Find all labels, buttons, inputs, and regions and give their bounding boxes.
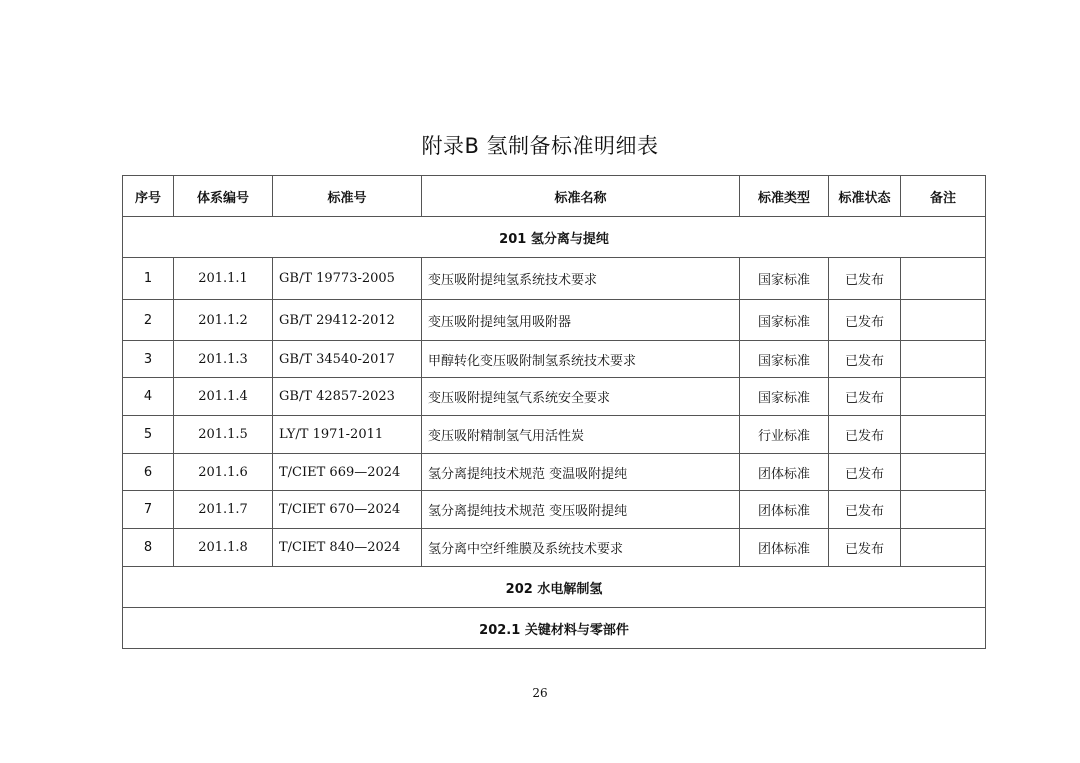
cell-seq: 5 <box>123 416 174 454</box>
standards-table <box>122 175 986 649</box>
table-row <box>123 258 986 300</box>
subsection-title: 202.1 关键材料与零部件 <box>123 608 986 649</box>
cell-code: 201.1.1 <box>174 258 273 300</box>
cell-std-no: LY/T 1971-2011 <box>273 416 422 454</box>
cell-status: 已发布 <box>829 416 901 454</box>
cell-std-no: T/CIET 670—2024 <box>273 491 422 529</box>
header-seq: 序号 <box>123 176 174 217</box>
cell-status: 已发布 <box>829 491 901 529</box>
header-name: 标准名称 <box>422 176 740 217</box>
table-row <box>123 529 986 567</box>
table-row <box>123 378 986 416</box>
cell-type: 团体标准 <box>740 454 829 491</box>
cell-std-no: GB/T 19773-2005 <box>273 258 422 300</box>
cell-type: 团体标准 <box>740 529 829 567</box>
table-row <box>123 416 986 454</box>
section-row <box>123 217 986 258</box>
cell-name: 甲醇转化变压吸附制氢系统技术要求 <box>422 341 740 378</box>
header-type: 标准类型 <box>740 176 829 217</box>
cell-status: 已发布 <box>829 258 901 300</box>
section-row <box>123 567 986 608</box>
cell-status: 已发布 <box>829 378 901 416</box>
table-row <box>123 491 986 529</box>
header-std-no: 标准号 <box>273 176 422 217</box>
cell-seq: 8 <box>123 529 174 567</box>
cell-type: 国家标准 <box>740 378 829 416</box>
cell-name: 变压吸附提纯氢系统技术要求 <box>422 258 740 300</box>
cell-name: 氢分离提纯技术规范 变温吸附提纯 <box>422 454 740 491</box>
cell-std-no: GB/T 34540-2017 <box>273 341 422 378</box>
table-row <box>123 341 986 378</box>
cell-name: 氢分离中空纤维膜及系统技术要求 <box>422 529 740 567</box>
table-header-row <box>123 176 986 217</box>
cell-note <box>901 491 986 529</box>
cell-status: 已发布 <box>829 341 901 378</box>
cell-seq: 4 <box>123 378 174 416</box>
cell-note <box>901 378 986 416</box>
cell-name: 变压吸附提纯氢气系统安全要求 <box>422 378 740 416</box>
subsection-row <box>123 608 986 649</box>
table-row <box>123 300 986 341</box>
cell-std-no: GB/T 42857-2023 <box>273 378 422 416</box>
cell-seq: 7 <box>123 491 174 529</box>
header-code: 体系编号 <box>174 176 273 217</box>
cell-code: 201.1.5 <box>174 416 273 454</box>
cell-std-no: GB/T 29412-2012 <box>273 300 422 341</box>
page-number: 26 <box>532 686 548 700</box>
cell-code: 201.1.8 <box>174 529 273 567</box>
cell-std-no: T/CIET 669—2024 <box>273 454 422 491</box>
cell-name: 变压吸附精制氢气用活性炭 <box>422 416 740 454</box>
cell-seq: 1 <box>123 258 174 300</box>
cell-code: 201.1.7 <box>174 491 273 529</box>
cell-status: 已发布 <box>829 529 901 567</box>
cell-note <box>901 416 986 454</box>
cell-note <box>901 341 986 378</box>
cell-type: 团体标准 <box>740 491 829 529</box>
cell-code: 201.1.4 <box>174 378 273 416</box>
cell-type: 国家标准 <box>740 341 829 378</box>
cell-std-no: T/CIET 840—2024 <box>273 529 422 567</box>
cell-type: 国家标准 <box>740 258 829 300</box>
cell-note <box>901 454 986 491</box>
section-title: 201 氢分离与提纯 <box>123 217 986 258</box>
cell-code: 201.1.2 <box>174 300 273 341</box>
header-note: 备注 <box>901 176 986 217</box>
cell-seq: 2 <box>123 300 174 341</box>
cell-seq: 3 <box>123 341 174 378</box>
cell-status: 已发布 <box>829 300 901 341</box>
cell-type: 国家标准 <box>740 300 829 341</box>
page-title: 附录B 氢制备标准明细表 <box>421 134 659 158</box>
cell-note <box>901 258 986 300</box>
cell-name: 变压吸附提纯氢用吸附器 <box>422 300 740 341</box>
cell-code: 201.1.3 <box>174 341 273 378</box>
cell-name: 氢分离提纯技术规范 变压吸附提纯 <box>422 491 740 529</box>
cell-note <box>901 529 986 567</box>
section-title: 202 水电解制氢 <box>123 567 986 608</box>
cell-type: 行业标准 <box>740 416 829 454</box>
cell-status: 已发布 <box>829 454 901 491</box>
cell-seq: 6 <box>123 454 174 491</box>
header-status: 标准状态 <box>829 176 901 217</box>
cell-code: 201.1.6 <box>174 454 273 491</box>
table-row <box>123 454 986 491</box>
cell-note <box>901 300 986 341</box>
